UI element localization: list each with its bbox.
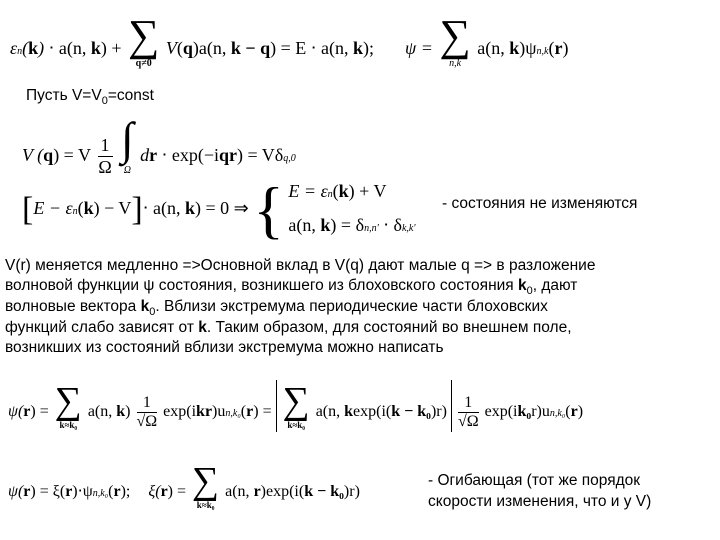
equation-5: ψ(r) = ξ(r)⋅ψn,k₀(r); ξ(r) = ∑ k≈k₀ a(n, r)exp(i(k − k₀)r): [8, 460, 360, 510]
equation-1: εn(k) ⋅ a(n, k) + ∑ q≠0 V(q)a(n, k − q) = E ⋅ a(n, k); ψ = ∑ n,k a(n, k)ψn,k(r): [10, 11, 569, 69]
equation-3: [E − εn(k) − V]⋅ a(n, k) = 0 ⇒ { E = εn(k) + V a(n, k) = δn,n′ ⋅ δk,k′: [22, 174, 416, 245]
equation-2: V (q) = V $\frac{1}{\Omega}$ ∫ Ω dr ⋅ exp(−iqr) = Vδq,0: [22, 113, 296, 178]
sum-symbol: ∑: [128, 11, 160, 60]
explanation-paragraph: V(r) меняется медленно =>Основной вклад в V(q) дают малые q => в разложение волновой функции ψ состояния, возникшего из блоховского состояния $k_0$, дают волновые вектора $k_0$. Вблизи экстремума периодические части блоховских функций слабо зависят от k. Таким образом, для состояний во внешнем поле, возникших из состояний вблизи экстремума можно написать: [5, 257, 596, 356]
note-states-unchanged: - состояния не изменяются: [442, 195, 638, 212]
note-envelope: - Огибающая (тот же порядок скорости изменения, что и у V): [428, 472, 652, 510]
equation-4: ψ(r) = ∑ k≈k₀ a(n, k) $\frac{1}{√\Omega}$ exp(ikr)un,k₀(r) = ∑ k≈k₀ a(n, kexp(i(k − k₀)r) $\frac{1}{√\Omega}$ exp(ik₀r)un,k₀(r): [8, 380, 584, 430]
let-statement: Пусть $V=V_0=const$: [26, 87, 154, 107]
